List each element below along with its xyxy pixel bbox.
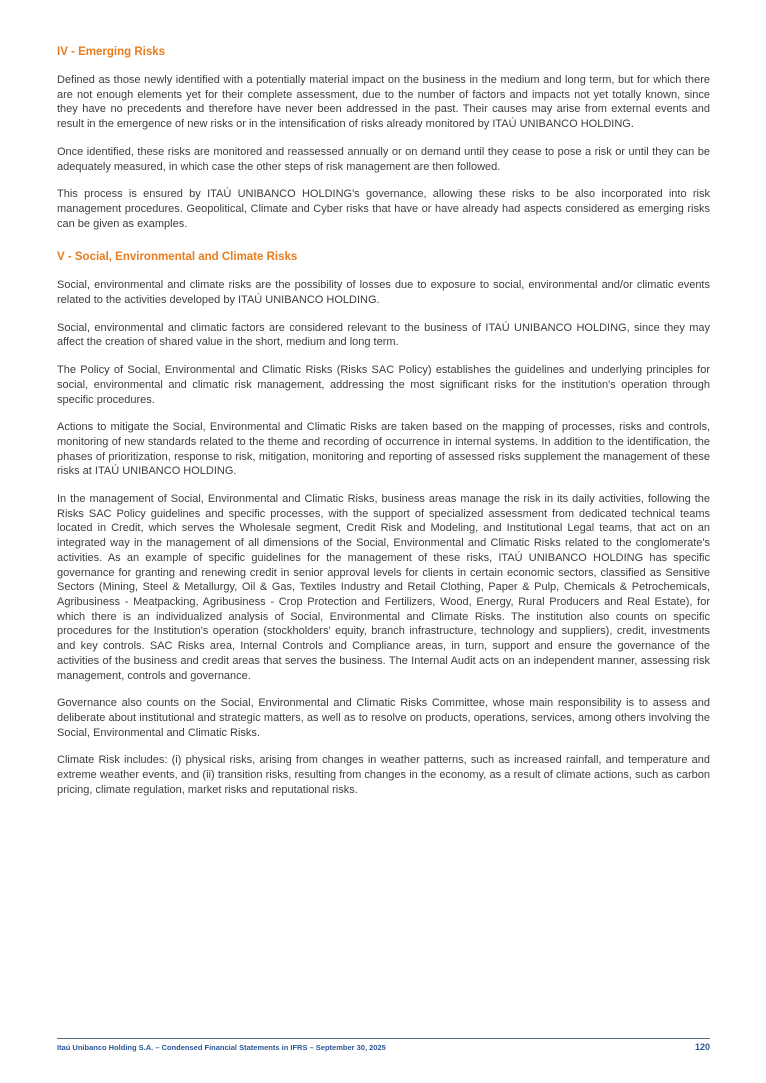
paragraph: Governance also counts on the Social, Environmental and Climatic Risks Committee, whose main responsibility is to assess and deliberate about institutional and strategic matters, as well as to resolve on products, operations, services, among others involving the Social, Environmental and Climatic Risks. [57, 697, 710, 739]
footer-page-number: 120 [694, 1042, 710, 1052]
paragraph: Social, environmental and climate risks are the possibility of losses due to exposure to social, environmental and/or climatic events related to the activities developed by ITAÚ UNIBANCO HOLDING. [57, 279, 710, 307]
document-content [57, 45, 710, 810]
paragraph: Actions to mitigate the Social, Environmental and Climatic Risks are taken based on the mapping of processes, risks and controls, monitoring of new standards related to the theme and recording of occurrence in internal systems. In addition to the identification, the phases of prioritization, response to risk, mitigation, monitoring and reporting of assessed risks supplement the management of these risks at ITAÚ UNIBANCO HOLDING. [57, 421, 710, 478]
paragraph: Defined as those newly identified with a potentially material impact on the business in the medium and long term, but for which there are not enough elements yet for their complete assessment, due to the number of factors and impacts not yet totally known, since they have no precedents and therefore have never been addressed in the past. Their causes may arise from external events and result in the emergence of new risks or in the intensification of risks already monitored by ITAÚ UNIBANCO HOLDING. [57, 74, 710, 131]
footer-document-title: Itaú Unibanco Holding S.A. – Condensed Financial Statements in IFRS – September 30, 2025 [57, 1043, 386, 1052]
page-footer [57, 1038, 710, 1052]
section-heading-emerging-risks: IV - Emerging Risks [57, 46, 166, 58]
section-heading-social-environmental-climate-risks: V - Social, Environmental and Climate Risks [57, 251, 298, 264]
paragraph: In the management of Social, Environmental and Climatic Risks, business areas manage the risk in its daily activities, following the Risks SAC Policy guidelines and specific processes, with the support of specialized assessment from dedicated technical teams located in Credit, which serves the Wholesale segment, Credit Risk and Modeling, and Institutional Legal teams, that act on an integrated way in the management of all dimensions of the Social, Environmental and Climatic Risks related to the conglomerate's activities. As an example of specific guidelines for the management of these risks, ITAÚ UNIBANCO HOLDING has specific governance for granting and renewing credit in senior approval levels for clients in certain economic sectors, classified as Sensitive Sectors (Mining, Steel & Metallurgy, Oil & Gas, Textiles Industry and Retail Clothing, Paper & Pulp, Chemicals & Petrochemicals, Agribusiness - Meatpacking, Agribusiness - Crop Protection and Fertilizers, Wood, Energy, Rural Producers and Real Estate), for which there is an individualized analysis of Social, Environmental and Climate Risks. The institution also counts on specific procedures for the Institution's operation (stockholders' equity, branch infrastructure, technology and suppliers), credit, investments and key controls. SAC Risks area, Internal Controls and Compliance areas, in turn, support and ensure the governance of the activities of the business and credit areas that serves the business. The Internal Audit acts on an independent manner, assessing risk management, controls and governance. [57, 493, 710, 682]
paragraph: Climate Risk includes: (i) physical risks, arising from changes in weather patterns, such as increased rainfall, and temperature and extreme weather events, and (ii) transition risks, resulting from changes in the economy, as a result of climate actions, such as carbon pricing, climate regulation, market risks and reputational risks. [57, 754, 710, 796]
paragraph: Social, environmental and climatic factors are considered relevant to the business of ITAÚ UNIBANCO HOLDING, since they may affect the creation of shared value in the short, medium and long term. [57, 321, 710, 349]
paragraph: Once identified, these risks are monitored and reassessed annually or on demand until they cease to pose a risk or until they can be adequately measured, in which case the other steps of risk management are then followed. [57, 145, 710, 173]
paragraph: This process is ensured by ITAÚ UNIBANCO HOLDING's governance, allowing these risks to be also incorporated into risk management procedures. Geopolitical, Climate and Cyber risks that have or have already had aspects considered as emerging risks can be given as examples. [57, 188, 710, 230]
paragraph: The Policy of Social, Environmental and Climatic Risks (Risks SAC Policy) establishes the guidelines and underlying principles for social, environmental and climatic risk management, addressing the most significant risks for the institution's operation through specific procedures. [57, 364, 710, 406]
